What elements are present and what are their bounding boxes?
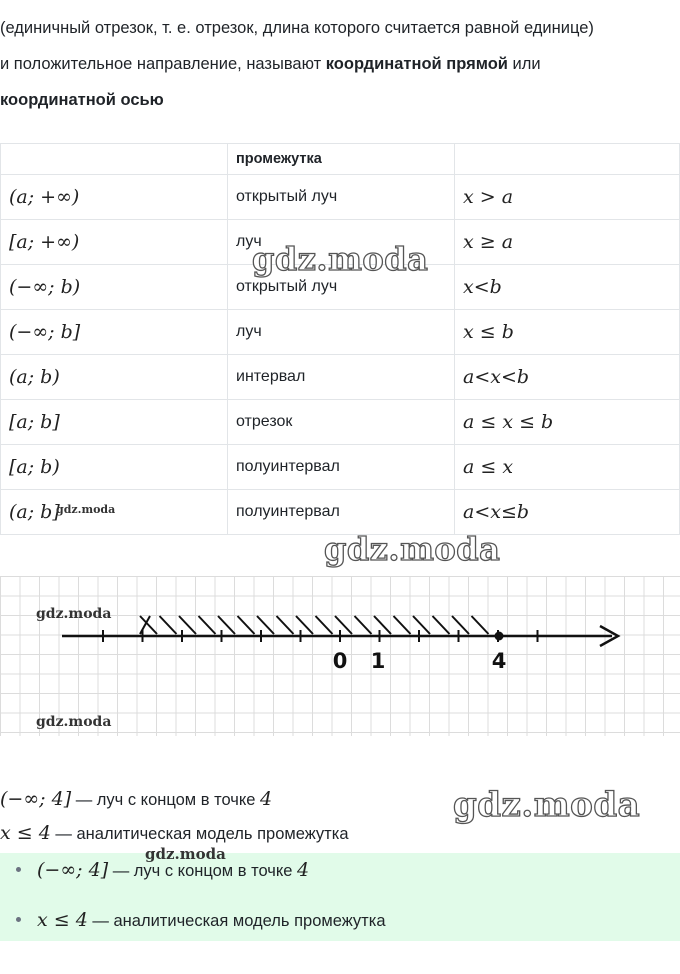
hatch-stroke <box>413 616 430 634</box>
table-row <box>1 445 680 490</box>
hatch-stroke <box>296 616 313 634</box>
interval-inequality: x<b <box>463 276 502 298</box>
tick-label-1: 1 <box>370 649 386 673</box>
table-header-cell <box>1 144 228 175</box>
hatch-stroke <box>452 616 469 634</box>
watermark-logo: gdz.moda <box>36 606 112 622</box>
hatch-stroke <box>316 616 333 634</box>
summary-line-1 <box>0 788 272 810</box>
hatch-stroke <box>257 616 274 634</box>
interval-notation: (a; +∞) <box>9 186 80 208</box>
interval-inequality: a<x≤b <box>463 501 530 523</box>
intro-line-2 <box>0 46 541 82</box>
summary-num-1: 4 <box>260 788 273 810</box>
interval-name: луч <box>228 220 455 265</box>
tick-label-0: 0 <box>332 649 348 673</box>
hatch-stroke <box>472 616 489 634</box>
watermark-logo: gdz.moda <box>453 785 641 825</box>
hatch-stroke <box>238 616 255 634</box>
interval-inequality: x > a <box>463 186 514 208</box>
interval-notation: (−∞; b) <box>9 276 81 298</box>
interval-name: полуинтервал <box>228 490 455 535</box>
intro-line-3 <box>0 82 164 118</box>
interval-name: полуинтервал <box>228 445 455 490</box>
intro-line-2-pre: и положительное направление, называют <box>0 55 326 73</box>
watermark-logo: gdz.moda <box>36 714 112 730</box>
interval-notation: [a; b) <box>9 456 60 478</box>
interval-notation: (a; b] <box>9 501 60 523</box>
bullet-icon <box>16 917 21 922</box>
table-header-cell <box>455 144 680 175</box>
table-row <box>1 355 680 400</box>
intro-cut-line <box>0 0 537 9</box>
summary-text-2: — аналитическая модель промежутка <box>50 825 349 843</box>
bullet-math: x ≤ 4 <box>37 909 88 931</box>
watermark-logo: gdz.moda <box>252 240 429 278</box>
table-row <box>1 400 680 445</box>
bullet-text: — аналитическая модель промежутка <box>87 912 386 930</box>
bullet-icon <box>16 867 21 872</box>
table-row <box>1 175 680 220</box>
summary-text-1: — луч с концом в точке <box>71 791 261 809</box>
interval-notation: [a; +∞) <box>9 231 80 253</box>
watermark-logo: gdz.moda <box>324 530 501 568</box>
hatch-stroke <box>374 616 391 634</box>
intro-line-1: (единичный отрезок, т. е. отрезок, длина которого считается равной единице) <box>0 19 594 37</box>
list-item <box>16 909 386 931</box>
table-header-cell: промежутка <box>228 144 455 175</box>
interval-notation: [a; b] <box>9 411 60 433</box>
hatch-stroke <box>394 616 411 634</box>
bullet-math: (−∞; 4] <box>37 859 109 881</box>
number-line-svg <box>0 576 680 736</box>
hatch-stroke <box>199 616 216 634</box>
watermark-logo: gdz.moda <box>145 845 226 863</box>
interval-inequality: a ≤ x <box>463 456 514 478</box>
interval-notation: (a; b) <box>9 366 60 388</box>
interval-inequality: a<x<b <box>463 366 530 388</box>
hatch-stroke <box>433 616 450 634</box>
bullet-text: — луч с концом в точке <box>108 862 298 880</box>
watermark-logo: gdz.moda <box>56 503 116 516</box>
number-line-figure <box>0 576 680 736</box>
hatch-stroke <box>160 616 177 634</box>
table-row <box>1 310 680 355</box>
interval-name: интервал <box>228 355 455 400</box>
bullet-num: 4 <box>297 859 310 881</box>
interval-name: открытый луч <box>228 265 455 310</box>
interval-name: отрезок <box>228 400 455 445</box>
highlight-box <box>0 853 680 941</box>
term-coordinate-axis: координатной осью <box>0 91 164 109</box>
interval-name: открытый луч <box>228 175 455 220</box>
interval-inequality: a ≤ x ≤ b <box>463 411 554 433</box>
table-header-row <box>1 144 680 175</box>
hatch-stroke <box>277 616 294 634</box>
intro-line-2-post: или <box>507 55 541 73</box>
summary-line-2 <box>0 822 349 844</box>
intervals-table <box>0 143 680 535</box>
hatch-stroke <box>335 616 352 634</box>
term-coordinate-line: координатной прямой <box>325 55 508 73</box>
summary-math-2: x ≤ 4 <box>0 822 51 844</box>
interval-inequality: x ≤ b <box>463 321 514 343</box>
summary-math-1: (−∞; 4] <box>0 788 72 810</box>
tick-label-4: 4 <box>491 649 507 673</box>
interval-inequality: x ≥ a <box>463 231 514 253</box>
hatch-stroke <box>355 616 372 634</box>
hatching <box>140 616 489 634</box>
endpoint-dot <box>495 632 504 641</box>
interval-notation: (−∞; b] <box>9 321 81 343</box>
interval-name: луч <box>228 310 455 355</box>
